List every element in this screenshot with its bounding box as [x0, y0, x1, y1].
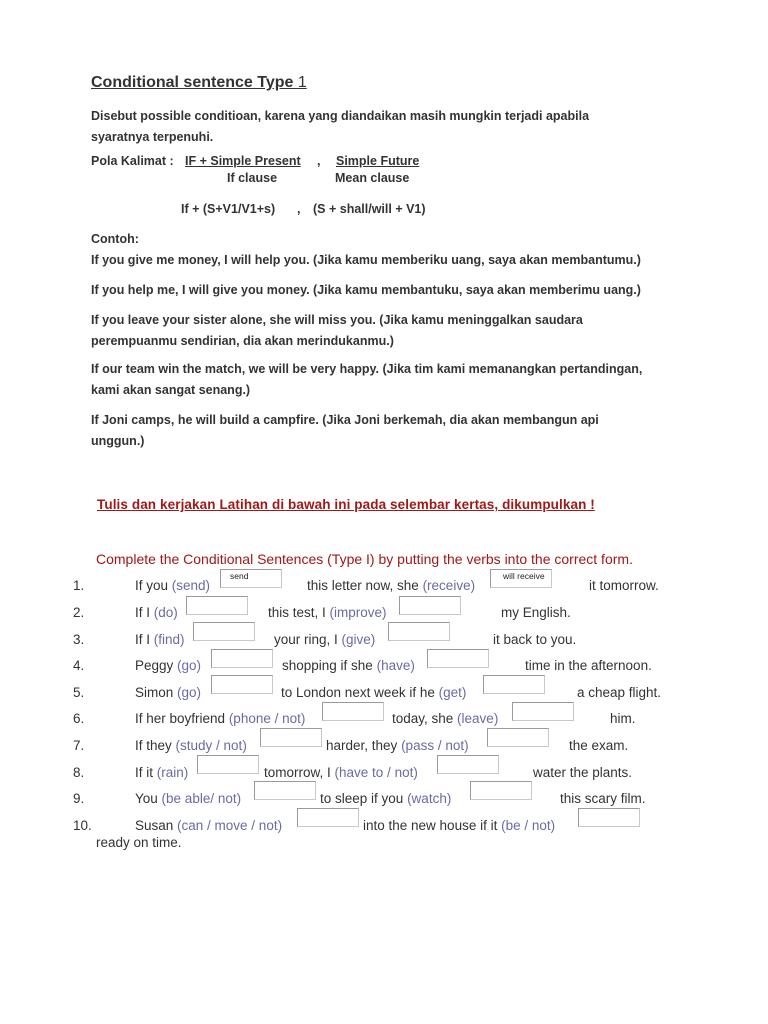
exercise-part: it tomorrow. — [589, 578, 659, 593]
formula-comma: , — [297, 202, 301, 216]
answer-box[interactable] — [470, 781, 532, 800]
text: harder, they — [326, 738, 402, 753]
text: into the new house if it — [363, 818, 502, 833]
task-instruction: Tulis dan kerjakan Latihan di bawah ini pada selembar kertas, dikumpulkan ! — [97, 497, 595, 512]
text: Susan — [135, 818, 178, 833]
example-line: unggun.) — [91, 434, 145, 448]
answer-box[interactable]: will receive — [490, 569, 552, 588]
exercise-part — [135, 658, 201, 673]
exercise-part: time in the afternoon. — [525, 658, 652, 673]
answer-box[interactable] — [322, 702, 384, 721]
text: this letter now, she — [307, 578, 423, 593]
verb-hint: (have to / not) — [334, 765, 418, 780]
answer-box[interactable] — [578, 808, 640, 827]
document-title — [91, 74, 307, 92]
answer-box[interactable] — [197, 755, 259, 774]
exercise-part — [135, 818, 282, 833]
verb-hint: (watch) — [407, 791, 452, 806]
text: If her boyfriend — [135, 711, 229, 726]
text: today, she — [392, 711, 458, 726]
example-line: If our team win the match, we will be very happy. (Jika tim kami memanangkan pertandingan, — [91, 362, 643, 376]
verb-hint: (study / not) — [175, 738, 247, 753]
exercise-number: 2. — [73, 605, 85, 620]
example-item — [91, 410, 691, 452]
exercise-instruction — [96, 551, 633, 567]
intro-paragraph — [91, 106, 691, 148]
answer-box[interactable] — [254, 781, 316, 800]
exercise-part — [320, 791, 451, 806]
verb-hint: (pass / not) — [401, 738, 469, 753]
exercise-part: this scary film. — [560, 791, 646, 806]
answer-box[interactable] — [297, 808, 359, 827]
exercise-part — [135, 765, 188, 780]
verb-hint: (send) — [171, 578, 211, 593]
exercise-continuation: ready on time. — [96, 835, 182, 850]
exercise-part — [135, 685, 201, 700]
exercise-part: my English. — [501, 605, 571, 620]
text: If it — [135, 765, 157, 780]
exercise-part — [135, 578, 210, 593]
example-line: perempuanmu sendirian, dia akan merindukanmu.) — [91, 334, 394, 348]
formula-right: (S + shall/will + V1) — [313, 202, 426, 216]
text: to sleep if you — [320, 791, 408, 806]
answer-box[interactable] — [388, 622, 450, 641]
answer-box[interactable] — [211, 675, 273, 694]
exercise-number: 8. — [73, 765, 85, 780]
exercise-number: 1. — [73, 578, 85, 593]
example-line: If you leave your sister alone, she will miss you. (Jika kamu meninggalkan saudara — [91, 313, 583, 327]
text: If I — [135, 605, 154, 620]
exercise-part — [281, 685, 466, 700]
exercise-part: it back to you. — [493, 632, 577, 647]
verb-hint: (leave) — [457, 711, 499, 726]
verb-hint: (give) — [341, 632, 376, 647]
text: to London next week if he — [281, 685, 439, 700]
exercise-part — [264, 765, 418, 780]
verb-hint: (have) — [376, 658, 415, 673]
answer-box[interactable] — [427, 649, 489, 668]
text: If you — [135, 578, 172, 593]
example-item — [91, 280, 691, 301]
instruction-period: . — [629, 551, 633, 567]
verb-hint: (improve) — [329, 605, 387, 620]
example-line: If you give me money, I will help you. (Jika kamu memberiku uang, saya akan membantumu.) — [91, 253, 641, 267]
exercise-number: 10. — [73, 818, 92, 833]
text: shopping if she — [282, 658, 377, 673]
text: Peggy — [135, 658, 178, 673]
pattern-label: Pola Kalimat : — [91, 154, 174, 168]
formula-left: If + (S+V1/V1+s) — [181, 202, 276, 216]
exercise-part — [135, 738, 247, 753]
if-clause-label: If clause — [227, 171, 278, 185]
answer-box[interactable] — [399, 596, 461, 615]
answer-box[interactable] — [483, 675, 545, 694]
verb-hint: (rain) — [156, 765, 189, 780]
exercise-part — [135, 605, 178, 620]
exercise-part — [135, 791, 241, 806]
verb-hint: (go) — [177, 685, 202, 700]
answer-box[interactable]: send — [220, 569, 282, 588]
verb-hint: (get) — [438, 685, 467, 700]
exercise-part — [326, 738, 469, 753]
text: If they — [135, 738, 176, 753]
verb-hint: (do) — [153, 605, 178, 620]
intro-line: syaratnya terpenuhi. — [91, 130, 214, 144]
exercise-part — [282, 658, 415, 673]
title-text: Conditional sentence Type — [91, 74, 298, 91]
verb-hint: (receive) — [422, 578, 476, 593]
exercise-part: the exam. — [569, 738, 629, 753]
exercise-part — [307, 578, 475, 593]
text: this test, I — [268, 605, 330, 620]
exercise-part — [363, 818, 555, 833]
answer-box[interactable] — [487, 728, 549, 747]
verb-hint: (phone / not) — [228, 711, 306, 726]
exercise-part — [274, 632, 375, 647]
pattern-comma: , — [317, 154, 321, 168]
example-line: If Joni camps, he will build a campfire. (Jika Joni berkemah, dia akan membangun api — [91, 413, 599, 427]
answer-box[interactable] — [260, 728, 322, 747]
answer-box[interactable] — [211, 649, 273, 668]
pattern-if-part: IF + Simple Present — [185, 154, 301, 168]
exercise-number: 9. — [73, 791, 85, 806]
exercise-number: 3. — [73, 632, 85, 647]
text: If I — [135, 632, 154, 647]
example-item — [91, 310, 691, 352]
answer-box[interactable] — [193, 622, 255, 641]
exercise-part: water the plants. — [533, 765, 633, 780]
text: your ring, I — [274, 632, 342, 647]
example-item — [91, 250, 691, 271]
example-line: kami akan sangat senang.) — [91, 383, 251, 397]
exercise-part: a cheap flight. — [577, 685, 662, 700]
answer-box[interactable] — [437, 755, 499, 774]
exercise-part — [268, 605, 387, 620]
exercise-part — [392, 711, 498, 726]
exercise-part — [135, 632, 185, 647]
verb-hint: (go) — [177, 658, 202, 673]
title-number: 1 — [297, 74, 307, 91]
verb-hint: (can / move / not) — [177, 818, 283, 833]
pattern-main-part: Simple Future — [336, 154, 420, 168]
verb-hint: (find) — [153, 632, 185, 647]
text: tomorrow, I — [264, 765, 335, 780]
exercise-number: 5. — [73, 685, 85, 700]
exercise-part — [135, 711, 305, 726]
main-clause-label: Mean clause — [335, 171, 410, 185]
text: You — [135, 791, 162, 806]
exercise-number: 7. — [73, 738, 85, 753]
exercise-number: 4. — [73, 658, 85, 673]
verb-hint: (be / not) — [501, 818, 556, 833]
exercise-number: 6. — [73, 711, 85, 726]
verb-hint: (be able/ not) — [161, 791, 242, 806]
text: Simon — [135, 685, 178, 700]
examples-label: Contoh: — [91, 232, 139, 246]
answer-box[interactable] — [512, 702, 574, 721]
example-line: If you help me, I will give you money. (Jika kamu membantuku, saya akan memberimu uang.) — [91, 283, 641, 297]
example-item — [91, 359, 691, 401]
answer-box[interactable] — [186, 596, 248, 615]
intro-line: Disebut possible conditioan, karena yang diandaikan masih mungkin terjadi apabila — [91, 109, 590, 123]
instruction-text: Complete the Conditional Sentences (Type I) by putting the verbs into the correct form — [96, 551, 630, 567]
exercise-part: him. — [610, 711, 636, 726]
